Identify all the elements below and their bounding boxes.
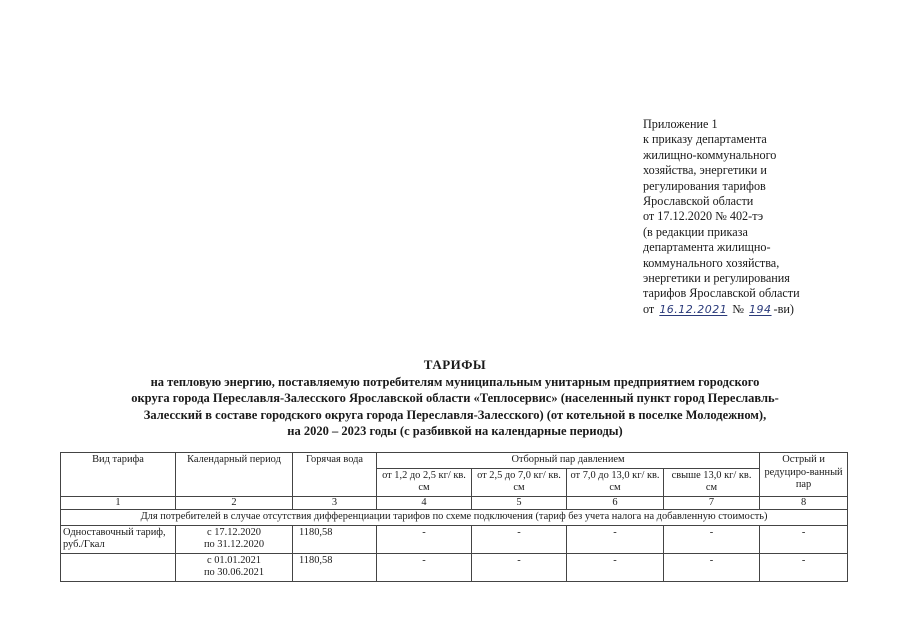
cell-steam-4: - — [664, 553, 760, 581]
appendix-line: Ярославской области — [643, 194, 754, 209]
title-line: на тепловую энергию, поставляемую потребителям муниципальным унитарным предприятием городского — [150, 374, 760, 389]
tariff-table — [60, 452, 848, 582]
cell-hot-water: 1180,58 — [293, 525, 377, 553]
column-number: 5 — [472, 496, 567, 510]
handwritten-number: 194 — [749, 302, 772, 316]
cell-steam-2: - — [472, 553, 567, 581]
table-row — [61, 553, 848, 581]
handwritten-date: 16.12.2021 — [659, 302, 728, 316]
header-tariff-type: Вид тарифа — [61, 453, 176, 497]
appendix-line: департамента жилищно- — [643, 240, 771, 255]
cell-steam-1: - — [377, 553, 472, 581]
title-line: округа города Переславля-Залесского Ярославской области «Теплосервис» (населенный пункт город Переславль- — [131, 391, 779, 405]
header-sharp-steam: Острый и редуциро-ванный пар — [760, 453, 848, 497]
column-number: 4 — [377, 496, 472, 510]
header-steam-4: свыше 13,0 кг/ кв. см — [664, 468, 760, 496]
cell-hot-water: 1180,58 — [293, 553, 377, 581]
period-to: по 30.06.2021 — [203, 567, 265, 578]
header-steam-group: Отборный пар давлением — [377, 453, 760, 469]
cell-steam-3: - — [567, 525, 664, 553]
order-suffix: -ви) — [773, 301, 794, 316]
title-line: Залесский в составе городского округа города Переславля-Залесского) (от котельной в поселке Молодежном), — [143, 407, 767, 422]
appendix-line: регулирования тарифов — [643, 178, 766, 193]
column-number: 2 — [176, 496, 293, 510]
appendix-line: к приказу департамента — [643, 132, 767, 147]
cell-steam-2: - — [472, 525, 567, 553]
header-row — [61, 453, 848, 469]
cell-steam-1: - — [377, 525, 472, 553]
appendix-line: от 17.12.2020 № 402-тэ — [643, 209, 764, 224]
cell-sharp-steam: - — [760, 553, 848, 581]
appendix-amendment-line — [643, 302, 893, 317]
cell-tariff-type — [61, 553, 176, 581]
section-title: Для потребителей в случае отсутствия дифференциации тарифов по схеме подключения (тариф без учета налога на добавленную стоимость) — [61, 510, 848, 526]
title-main: ТАРИФЫ — [423, 357, 487, 372]
document-title — [40, 357, 870, 440]
appendix-line: коммунального хозяйства, — [643, 255, 780, 270]
period-to: по 31.12.2020 — [203, 539, 265, 550]
table-row — [61, 525, 848, 553]
column-number: 3 — [293, 496, 377, 510]
column-number: 6 — [567, 496, 664, 510]
column-number-row — [61, 496, 848, 510]
column-number: 1 — [61, 496, 176, 510]
appendix-block — [643, 117, 893, 317]
appendix-from-label: от — [643, 301, 655, 316]
column-number: 7 — [664, 496, 760, 510]
cell-steam-3: - — [567, 553, 664, 581]
header-steam-2: от 2,5 до 7,0 кг/ кв. см — [472, 468, 567, 496]
period-from: с 01.01.2021 — [207, 554, 261, 566]
section-row — [61, 510, 848, 526]
appendix-line: хозяйства, энергетики и — [643, 163, 767, 178]
cell-period — [176, 553, 293, 581]
title-line: на 2020 – 2023 годы (с разбивкой на календарные периоды) — [287, 424, 623, 438]
number-sign: № — [732, 301, 744, 316]
appendix-line: жилищно-коммунального — [643, 147, 777, 162]
appendix-line: тарифов Ярославской области — [643, 286, 800, 301]
appendix-line: энергетики и регулирования — [643, 271, 790, 286]
appendix-line: Приложение 1 — [643, 117, 718, 131]
appendix-line: (в редакции приказа — [643, 224, 748, 239]
cell-steam-4: - — [664, 525, 760, 553]
cell-sharp-steam: - — [760, 525, 848, 553]
header-hot-water: Горячая вода — [293, 453, 377, 497]
period-from: с 17.12.2020 — [207, 526, 261, 538]
cell-tariff-type: Одноставочный тариф, руб./Гкал — [61, 525, 176, 553]
header-steam-1: от 1,2 до 2,5 кг/ кв. см — [377, 468, 472, 496]
header-period: Календарный период — [176, 453, 293, 497]
column-number: 8 — [760, 496, 848, 510]
cell-period — [176, 525, 293, 553]
header-steam-3: от 7,0 до 13,0 кг/ кв. см — [567, 468, 664, 496]
